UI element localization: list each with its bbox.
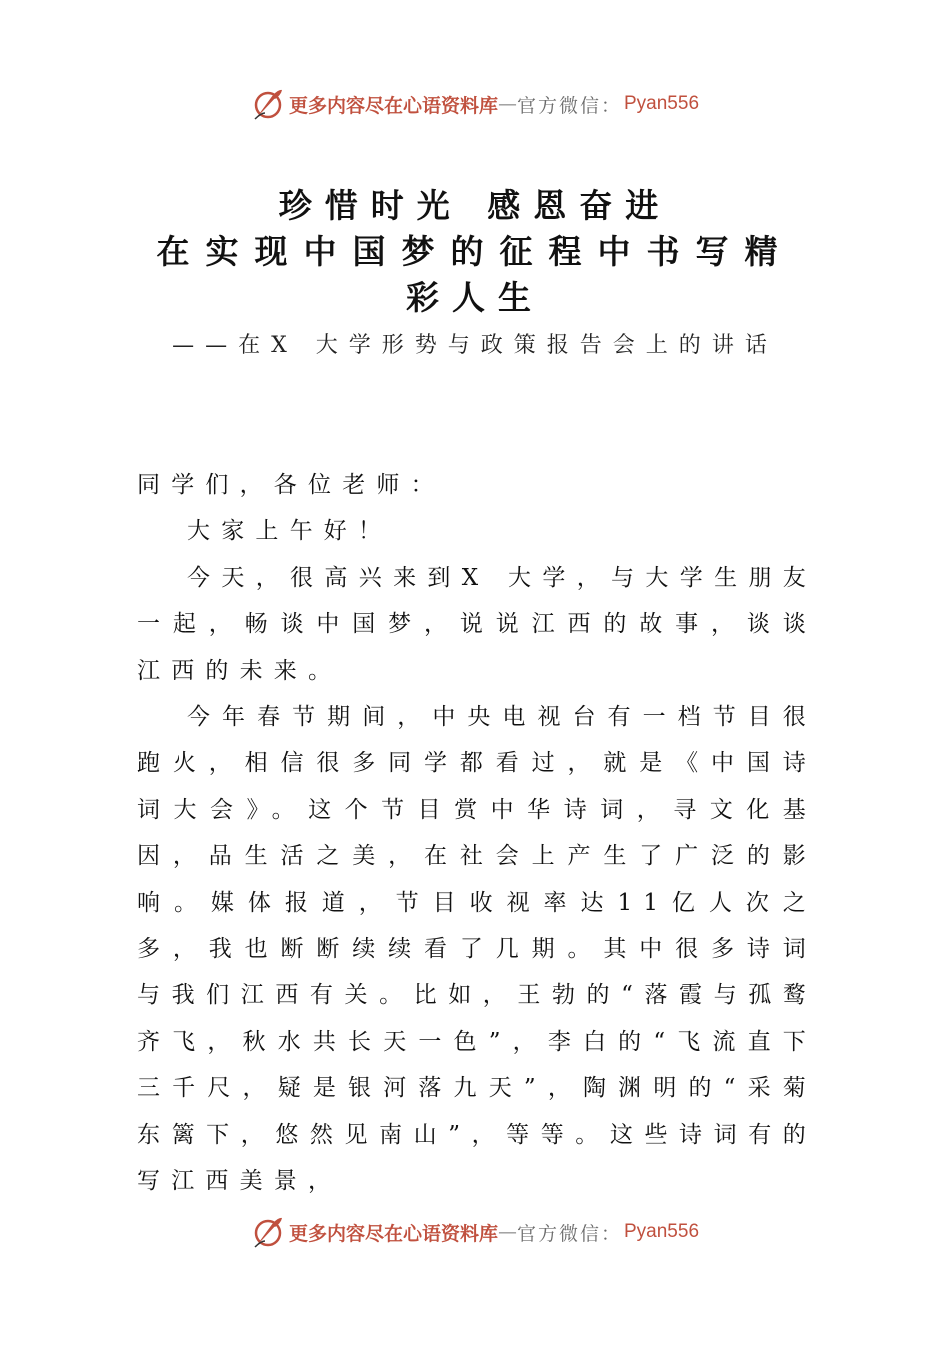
banner-brand-text: 更多内容尽在心语资料库	[288, 1222, 498, 1245]
banner-wechat-label: 官方微信：	[516, 1222, 622, 1245]
document-title-line-1: 珍惜时光 感恩奋进	[278, 186, 672, 225]
document-body	[137, 462, 817, 1205]
banner-wechat-id: Pyan556	[624, 1221, 700, 1242]
footer-banner	[0, 1212, 950, 1252]
banner-separator: —	[497, 1221, 517, 1243]
header-banner	[0, 84, 950, 124]
document-title-line-2: 在实现中国梦的征程中书写精	[156, 232, 794, 271]
greeting: 大家上午好！	[187, 518, 393, 545]
document-title-line-3: 彩人生	[406, 278, 544, 317]
paragraph-2: 今年春节期间，中央电视台有一档节目很跑火，相信很多同学都看过，就是《中国诗词大会》。这个节目赏中华诗词，寻文化基因，品生活之美，在社会上产生了广泛的影响。媒体报道，节目收视率达11亿人次之多，我也断断续续看了几期。其中很多诗词与我们江西有关。比如，王勃的“落霞与孤鹜齐飞，秋水共长天一色”，李白的“飞流直下三千尺，疑是银河落九天”，陶渊明的“采菊东篱下，悠然见南山”，等等。这些诗词有的写江西美景，	[137, 704, 817, 1195]
paragraph-1: 今天，很高兴来到X 大学，与大学生朋友一起，畅谈中国梦，说说江西的故事，谈谈江西的未来。	[137, 564, 817, 684]
banner-separator: —	[497, 93, 517, 115]
banner-brand-text: 更多内容尽在心语资料库	[288, 94, 498, 117]
document-subtitle: ——在X 大学形势与政策报告会上的讲话	[172, 333, 778, 358]
salutation: 同学们，各位老师：	[137, 472, 445, 498]
quill-pen-logo-icon	[251, 87, 285, 121]
banner-wechat-id: Pyan556	[624, 93, 700, 114]
quill-pen-logo-icon	[251, 1215, 285, 1249]
banner-wechat-label: 官方微信：	[516, 94, 622, 117]
